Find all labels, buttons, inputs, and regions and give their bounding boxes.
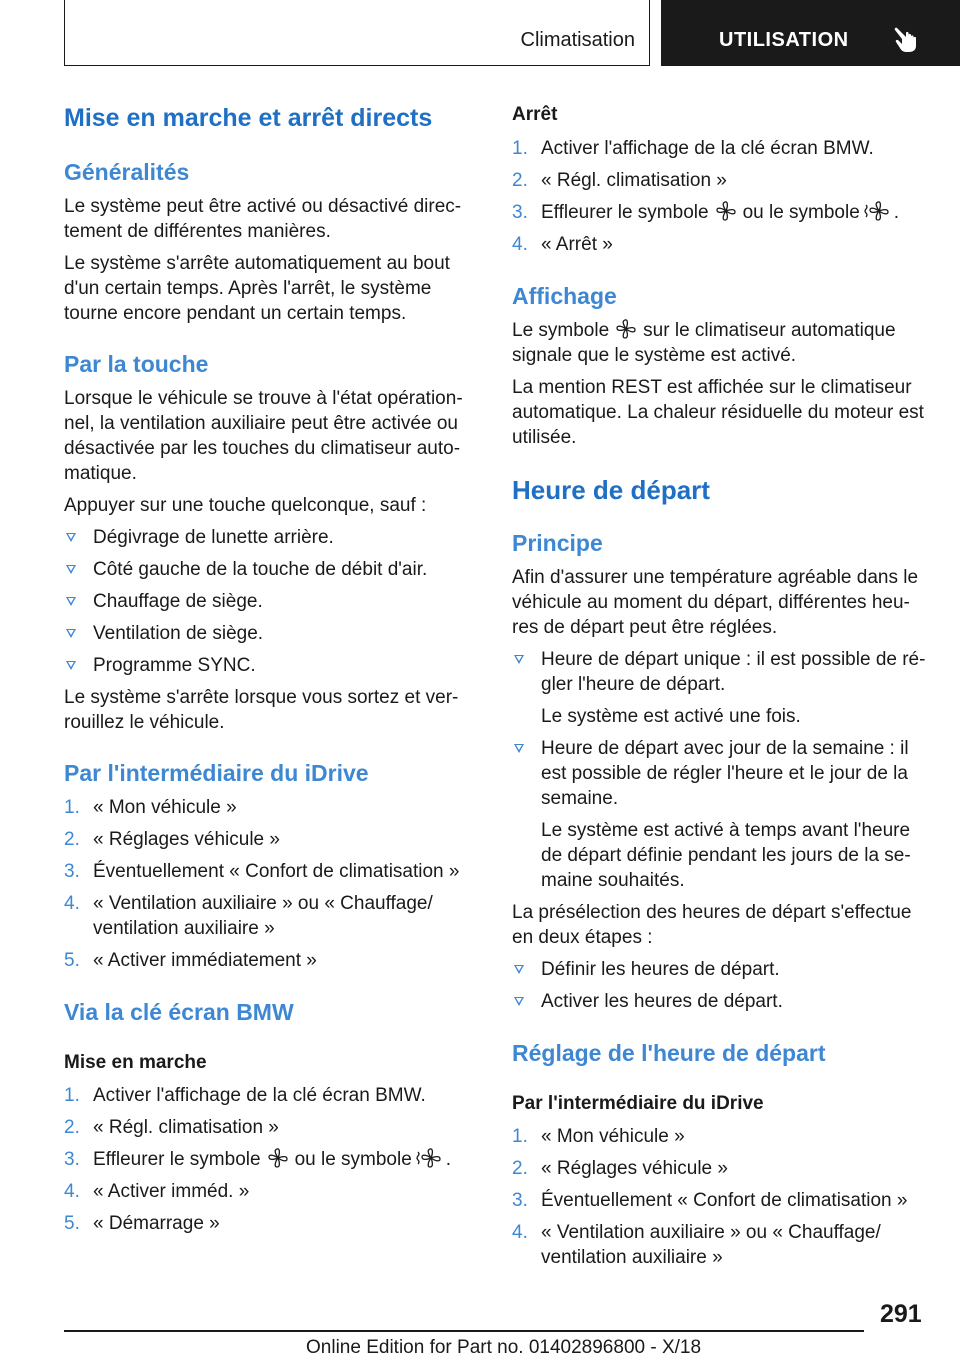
paragraph-line: nel, la ventilation auxiliaire peut être activée ou <box>64 413 458 434</box>
bullet-triangle-icon <box>66 629 76 638</box>
bullet-triangle-icon <box>66 661 76 670</box>
subheading-mise-en-marche: Mise en marche <box>64 1052 207 1073</box>
bullet-triangle-icon <box>514 997 524 1006</box>
paragraph-line: utilisée. <box>512 427 577 448</box>
subheading-par-idrive: Par l'intermédiaire du iDrive <box>512 1093 764 1114</box>
paragraph-line: en deux étapes : <box>512 927 653 948</box>
paragraph-line: véhicule au moment du départ, différentes heu- <box>512 592 910 613</box>
paragraph-line: La présélection des heures de départ s'effectue <box>512 902 912 923</box>
heading-affichage: Affichage <box>512 283 617 309</box>
paragraph-line: matique. <box>64 463 137 484</box>
ventilation-icon <box>713 200 739 222</box>
bullet-triangle-icon <box>66 565 76 574</box>
header-section-title: Climatisation <box>520 29 635 51</box>
paragraph-line: Le symbole sur le climatiseur automatique <box>512 320 896 341</box>
paragraph-line: rouillez le véhicule. <box>64 712 225 733</box>
paragraph-line: Appuyer sur une touche quelconque, sauf : <box>64 495 427 516</box>
paragraph-line: tourne encore pendant un certain temps. <box>64 303 407 324</box>
header-chapter-label: UTILISATION <box>719 29 849 51</box>
bullet-triangle-icon <box>66 533 76 542</box>
section-title-heure-depart: Heure de départ <box>512 475 710 505</box>
paragraph-line: désactivée par les touches du climatiseur auto- <box>64 438 461 459</box>
bullet-triangle-icon <box>514 655 524 664</box>
ventilation-heat-icon <box>864 200 890 222</box>
bullet-triangle-icon <box>514 744 524 753</box>
paragraph-line: Le système s'arrête automatiquement au bout <box>64 253 450 274</box>
heading-reglage-heure: Réglage de l'heure de départ <box>512 1040 826 1066</box>
paragraph-line: tement de différentes manières. <box>64 221 331 242</box>
heading-principe: Principe <box>512 530 603 556</box>
paragraph-line: Le système s'arrête lorsque vous sortez et ver- <box>64 687 459 708</box>
footer-edition: Online Edition for Part no. 01402896800 - X/18 <box>306 1337 702 1358</box>
paragraph-line: Afin d'assurer une température agréable dans le <box>512 567 919 588</box>
paragraph-line: res de départ peut être réglées. <box>512 617 778 638</box>
paragraph-line: automatique. La chaleur résiduelle du moteur est <box>512 402 924 423</box>
heading-generalites: Généralités <box>64 159 190 185</box>
pointing-hand-icon <box>893 24 921 54</box>
bullet-triangle-icon <box>514 965 524 974</box>
heading-par-idrive: Par l'intermédiaire du iDrive <box>64 760 369 786</box>
paragraph-line: Le système peut être activé ou désactivé direc- <box>64 196 462 217</box>
paragraph-line: Lorsque le véhicule se trouve à l'état opération- <box>64 388 463 409</box>
bullet-triangle-icon <box>66 597 76 606</box>
subheading-arret: Arrêt <box>512 104 558 125</box>
section-title-direct-start: Mise en marche et arrêt directs <box>64 104 433 132</box>
paragraph-line: La mention REST est affichée sur le climatiseur <box>512 377 912 398</box>
header-chapter-tab <box>661 0 960 66</box>
heading-via-cle: Via la clé écran BMW <box>64 999 294 1025</box>
heading-par-la-touche: Par la touche <box>64 351 209 377</box>
ventilation-heat-icon <box>416 1147 442 1169</box>
paragraph-line: signale que le système est activé. <box>512 345 797 366</box>
ventilation-icon <box>613 318 639 340</box>
page-number: 291 <box>880 1300 922 1328</box>
footer-divider <box>64 1330 864 1332</box>
header-section-box <box>64 0 650 66</box>
paragraph-line: d'un certain temps. Après l'arrêt, le système <box>64 278 432 299</box>
ventilation-icon <box>265 1147 291 1169</box>
